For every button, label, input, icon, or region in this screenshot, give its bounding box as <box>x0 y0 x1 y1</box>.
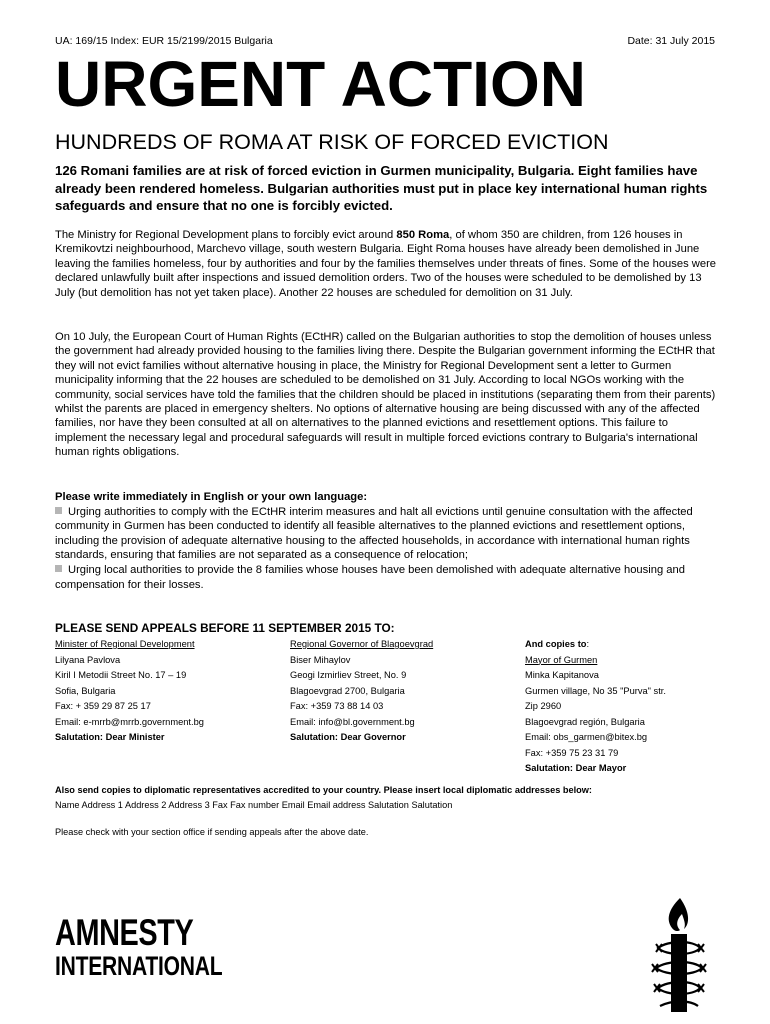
address-line: Sofia, Bulgaria <box>55 685 116 696</box>
address-line: Biser Mihaylov <box>290 654 351 665</box>
address-salutation: Salutation: Dear Mayor <box>525 763 627 773</box>
address-line: Kiril I Metodii Street No. 17 – 19 <box>55 670 187 680</box>
appeal-bullet <box>55 505 717 563</box>
logo-line-1: AMNESTY <box>55 912 194 953</box>
diplomatic-address-placeholder: Name Address 1 Address 2 Address 3 Fax Fax number Email Email address Salutation Salutation <box>55 800 453 810</box>
lead-paragraph: 126 Romani families are at risk of forced eviction in Gurmen municipality, Bulgaria. Eight families have already been rendered homeless. Bulgarian authorities must put in place key international human rights safeguards and ensure that no one is forcibly evicted. <box>55 163 708 213</box>
address-line: Fax: +359 75 23 31 79 <box>525 747 619 758</box>
para1-text-end: , of whom 350 are children, from 126 houses in Kremikovtzi neighbourhood, Marchevo village, south western Bulgaria. Eight Roma houses have already been demolished in June leaving the families homeless, four by authorities and four by the families themselves under threats of fines. Some of the houses were declared unlawfully built after inspections and issued demolition orders. Two of the houses were scheduled to be demolished by 13 July (but demolition has not yet taken place). Another 22 houses are scheduled for demolition on 31 July. <box>55 229 717 299</box>
ua-reference: UA: 169/15 Index: EUR 15/2199/2015 Bulgaria <box>55 35 273 47</box>
address-line: Geogi Izmirliev Street, No. 9 <box>290 670 407 680</box>
address-line: Email: info@bl.government.bg <box>290 716 415 727</box>
body-paragraph-1 <box>55 228 717 300</box>
address-line: Email: e-mrrb@mrrb.government.bg <box>55 716 204 727</box>
address-line: Zip 2960 <box>525 701 562 711</box>
appeal-bullet-text: Urging local authorities to provide the 8 families whose houses have been demolished with adequate alternative housing and compensation for their losses. <box>55 563 685 591</box>
diplomatic-copies-note <box>55 783 717 813</box>
document-subtitle: HUNDREDS OF ROMA AT RISK OF FORCED EVICTION <box>55 130 609 154</box>
address-line: Email: obs_garmen@bitex.bg <box>525 732 648 742</box>
address-title: Mayor of Gurmen <box>525 654 598 665</box>
address-line: Fax: +359 73 88 14 03 <box>290 701 384 711</box>
address-title: Minister of Regional Development <box>55 639 195 649</box>
para1-text-start: The Ministry for Regional Development plans to forcibly evict around <box>55 229 397 241</box>
document-title: URGENT ACTION <box>55 48 586 120</box>
late-appeal-note: Please check with your section office if sending appeals after the above date. <box>55 827 369 837</box>
address-line: Fax: + 359 29 87 25 17 <box>55 701 151 711</box>
appeal-deadline: PLEASE SEND APPEALS BEFORE 11 SEPTEMBER 2015 TO: <box>55 621 395 635</box>
appeal-bullet <box>55 563 717 592</box>
body-paragraph-2: On 10 July, the European Court of Human Rights (ECtHR) called on the Bulgarian authorities to stop the demolition of houses unless the government had already provided housing to the families living there. Despite the Bulgarian government informing the ECtHR that they will not evict families without alternative housing in place, the Ministry for Regional Development sent a letter to Gurmen municipality informing that the 22 houses are scheduled to be demolished on 31 July. According to local NGOs working with the community, social services have told the families that the children should be placed in institutions (separating them from their parents) whilst the parents are placed in emergency shelters. No options of alternative housing are being discussed with any of the affected families, nor have they been consulted at all on alternatives to the planned evictions and resettlement options. This failure to implement the necessary legal and procedural safeguards will result in multiple forced evictions contrary to Bulgaria's international human rights obligations. <box>55 331 716 459</box>
diplomatic-copies-heading: Also send copies to diplomatic representatives accredited to your country. Please insert local diplomatic addresses below: <box>55 785 592 795</box>
appeal-section <box>55 490 717 592</box>
address-salutation: Salutation: Dear Governor <box>290 732 406 742</box>
candle-barbed-wire-icon <box>638 896 718 1016</box>
address-salutation: Salutation: Dear Minister <box>55 732 165 742</box>
logo-line-2: INTERNATIONAL <box>55 951 223 981</box>
document-header <box>55 35 715 47</box>
address-line: Blagoevgrad región, Bulgaria <box>525 716 645 727</box>
bullet-square-icon <box>55 507 62 514</box>
address-minister <box>55 637 204 746</box>
appeal-heading: Please write immediately in English or your own language: <box>55 491 368 503</box>
copies-to-text: And copies to <box>525 639 587 649</box>
address-mayor <box>525 637 666 777</box>
address-line: Blagoevgrad 2700, Bulgaria <box>290 685 405 696</box>
bullet-square-icon <box>55 565 62 572</box>
address-line: Gurmen village, No 35 "Purva" str. <box>525 685 666 696</box>
para1-bold: 850 Roma <box>396 229 450 241</box>
copies-to-colon: : <box>586 639 590 649</box>
address-line: Lilyana Pavlova <box>55 654 121 665</box>
address-governor <box>290 637 433 746</box>
address-line: Minka Kapitanova <box>525 670 599 680</box>
copies-to-label <box>525 637 666 653</box>
issue-date: Date: 31 July 2015 <box>627 35 715 47</box>
address-title: Regional Governor of Blagoevgrad <box>290 639 434 649</box>
appeal-bullet-text: Urging authorities to comply with the ECtHR interim measures and halt all evictions until genuine consultation with the affected community in Gurmen has been conducted to identify all feasible alternatives to the planned evictions and resettlement options, including the provision of adequate alternative housing to the affected households, in accordance with international human rights standards, ensuring that families are not separated as a consequence of relocation; <box>55 505 693 562</box>
amnesty-logo <box>55 914 270 980</box>
